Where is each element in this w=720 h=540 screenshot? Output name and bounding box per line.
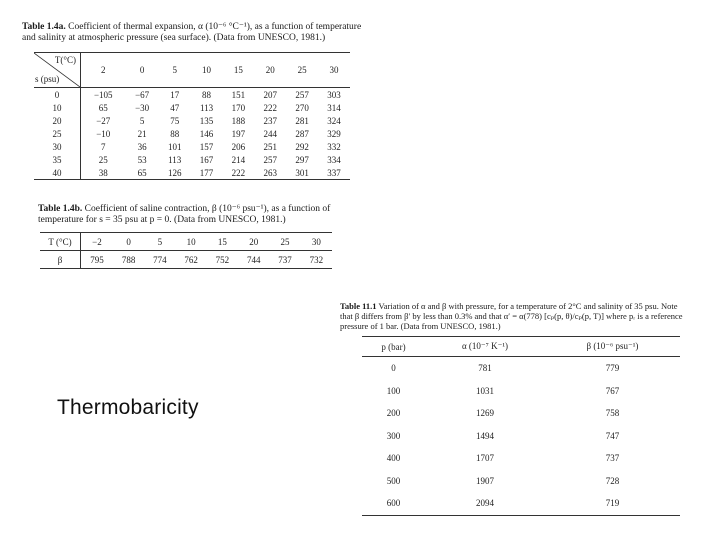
table-row xyxy=(34,153,350,166)
table-cell: 257 xyxy=(295,89,309,100)
row-header: 0 xyxy=(34,88,81,102)
table-cell: 197 xyxy=(231,128,246,139)
table-cell: 30 xyxy=(311,236,321,247)
row-header: 10 xyxy=(34,101,81,114)
table-cell: 36 xyxy=(137,141,147,152)
table-cell: 774 xyxy=(153,254,167,265)
table-cell: 752 xyxy=(215,254,230,265)
table-cell: 732 xyxy=(309,254,324,265)
table-1-4a xyxy=(34,52,350,180)
table-cell: 17 xyxy=(170,89,180,100)
table-row xyxy=(362,380,680,403)
table-cell: 303 xyxy=(327,89,341,100)
table-cell: 113 xyxy=(199,102,214,113)
table-1-4b xyxy=(40,232,332,269)
table-cell: 781 xyxy=(478,363,492,374)
table-cell: 0 xyxy=(126,236,131,247)
table-cell: 88 xyxy=(202,89,212,100)
table-cell: 25 xyxy=(280,236,290,247)
table-cell: 75 xyxy=(170,115,180,126)
table-row xyxy=(362,402,680,425)
table-1-4a-corner-cell xyxy=(34,53,81,88)
table-cell: 15 xyxy=(217,236,227,247)
table-cell: 329 xyxy=(327,128,341,139)
table-cell: 1707 xyxy=(475,453,494,464)
table-cell: 5 xyxy=(157,236,163,247)
table-cell: 737 xyxy=(278,254,292,265)
slide-heading: Thermobaricity xyxy=(57,396,199,419)
table-cell: 10 xyxy=(186,236,196,247)
table-cell: 53 xyxy=(137,154,147,165)
table-cell: 65 xyxy=(98,102,108,113)
table-cell: 237 xyxy=(263,115,278,126)
table-1-4a-caption-text: Coefficient of thermal expansion, α (10⁻⁶ °C⁻¹), as a function of temperature and salinity at atmospheric pressure (sea surface). (Data from UNESCO, 1981.) xyxy=(22,22,362,43)
table-cell: 1494 xyxy=(475,430,494,441)
table-cell: −27 xyxy=(96,115,111,126)
table-cell: 146 xyxy=(199,128,214,139)
table-cell: 244 xyxy=(263,128,278,139)
table-cell: 177 xyxy=(191,166,223,180)
table-1-4b-caption-text: Coefficient of saline contraction, β (10⁻⁶ psu⁻¹), as a function of temperature for s = 35 psu at p = 0. (Data from UNESCO, 1981.) xyxy=(38,204,331,225)
table-cell: 337 xyxy=(318,166,350,180)
table-row xyxy=(34,140,350,153)
table-1-4b-beta-row xyxy=(40,251,332,269)
column-header: 2 xyxy=(101,65,106,75)
table-cell: 737 xyxy=(605,453,620,464)
column-header: 10 xyxy=(202,65,212,75)
table-row xyxy=(34,114,350,127)
table-cell: 332 xyxy=(327,141,341,152)
table-row xyxy=(362,492,680,515)
table-cell: 88 xyxy=(170,128,180,139)
table-cell: 188 xyxy=(231,115,246,126)
table-cell: 728 xyxy=(605,475,620,486)
table-cell: 47 xyxy=(170,102,180,113)
table-cell: 170 xyxy=(231,102,246,113)
column-header: p (bar) xyxy=(381,341,406,352)
column-header: 15 xyxy=(233,65,243,75)
table-cell: −67 xyxy=(135,89,150,100)
table-cell: 334 xyxy=(327,154,341,165)
table-1-4a-header-row xyxy=(34,53,350,88)
table-cell: 167 xyxy=(199,154,214,165)
table-cell: 1907 xyxy=(475,475,494,486)
table-row xyxy=(34,166,350,180)
table-1-4a-caption xyxy=(22,22,367,44)
column-header: 5 xyxy=(172,65,177,75)
table-cell: 100 xyxy=(386,385,401,396)
column-header: 0 xyxy=(139,65,145,75)
table-cell: 222 xyxy=(222,166,254,180)
table-cell: 400 xyxy=(386,453,401,464)
table-cell: 207 xyxy=(263,89,278,100)
table-cell: 314 xyxy=(327,102,341,113)
table-cell: 2094 xyxy=(425,492,545,515)
table-cell: 214 xyxy=(231,154,246,165)
table-11-1-label: Table 11.1 xyxy=(340,301,377,311)
table-1-4b-label: Table 1.4b. xyxy=(38,204,83,214)
table-cell: 200 xyxy=(386,408,401,419)
table-cell: 779 xyxy=(605,363,620,374)
table-cell: 758 xyxy=(605,408,620,419)
table-row xyxy=(362,425,680,448)
table-cell: 719 xyxy=(545,492,680,515)
table-cell: 1031 xyxy=(475,385,494,396)
row-header: 40 xyxy=(34,166,81,180)
table-cell: 1269 xyxy=(475,408,494,419)
table-cell: 151 xyxy=(231,89,246,100)
column-axis-label: T(°C) xyxy=(54,55,76,65)
row-header: 30 xyxy=(34,140,81,153)
table-cell: 113 xyxy=(168,154,182,165)
table-1-4b-row-label: T (°C) xyxy=(40,233,81,251)
table-row xyxy=(362,470,680,493)
table-cell: −30 xyxy=(135,102,150,113)
table-cell: 301 xyxy=(286,166,318,180)
column-header: 30 xyxy=(329,65,339,75)
table-cell: 300 xyxy=(386,430,401,441)
table-cell: 287 xyxy=(295,128,309,139)
column-header: 20 xyxy=(265,65,275,75)
table-11-1-header-row xyxy=(362,337,680,357)
table-cell: 38 xyxy=(81,166,126,180)
table-cell: 101 xyxy=(167,141,182,152)
table-cell: 126 xyxy=(159,166,191,180)
column-header: α (10⁻⁷ K⁻¹) xyxy=(461,341,509,351)
table-cell: 500 xyxy=(386,475,401,486)
table-cell: −2 xyxy=(92,236,102,247)
table-11-1-caption-text: Variation of α and β with pressure, for a temperature of 2°C and salinity of 35 psu. Note that β differs from β′ by less than 0.3% and that α′ = α(778) [cₚ(p, θ)/cₚ(p, T)] where pᵣ is a reference pressure of 1 bar. (Data from UNESCO, 1981.) xyxy=(340,301,683,331)
table-1-4b-temperature-row xyxy=(40,233,332,251)
table-cell: 25 xyxy=(98,154,108,165)
table-cell: 7 xyxy=(101,141,106,152)
table-cell: 157 xyxy=(199,141,214,152)
row-axis-label: s (psu) xyxy=(35,74,60,84)
table-row xyxy=(362,357,680,380)
table-1-4b-row-label: β xyxy=(40,251,81,269)
table-11-1-caption xyxy=(340,301,685,331)
table-11-1-body xyxy=(362,357,680,516)
table-cell: 767 xyxy=(605,385,620,396)
table-1-4a-label: Table 1.4a. xyxy=(22,22,66,32)
table-cell: 281 xyxy=(295,115,309,126)
table-row xyxy=(34,101,350,114)
table-cell: 0 xyxy=(391,363,396,374)
table-row xyxy=(362,447,680,470)
table-cell: 600 xyxy=(362,492,425,515)
table-cell: 297 xyxy=(295,154,309,165)
table-cell: 135 xyxy=(199,115,214,126)
table-cell: 21 xyxy=(137,128,147,139)
table-cell: 206 xyxy=(231,141,246,152)
table-cell: −105 xyxy=(93,89,113,100)
row-header: 20 xyxy=(34,114,81,127)
table-row xyxy=(34,88,350,102)
row-header: 35 xyxy=(34,153,81,166)
table-cell: −10 xyxy=(96,128,111,139)
table-cell: 324 xyxy=(327,115,341,126)
column-header: β (10⁻⁶ psu⁻¹) xyxy=(586,341,639,351)
table-1-4a-body xyxy=(34,88,350,180)
table-cell: 251 xyxy=(263,141,278,152)
table-cell: 65 xyxy=(126,166,159,180)
table-cell: 795 xyxy=(90,254,104,265)
table-row xyxy=(34,127,350,140)
table-cell: 5 xyxy=(139,115,145,126)
table-11-1 xyxy=(362,336,680,516)
row-header: 25 xyxy=(34,127,81,140)
table-cell: 270 xyxy=(295,102,309,113)
table-cell: 257 xyxy=(263,154,278,165)
table-cell: 762 xyxy=(184,254,198,265)
table-cell: 292 xyxy=(295,141,309,152)
table-1-4b-caption xyxy=(38,204,358,226)
table-cell: 20 xyxy=(249,236,259,247)
table-cell: 222 xyxy=(263,102,278,113)
column-header: 25 xyxy=(297,65,307,75)
table-cell: 263 xyxy=(254,166,286,180)
table-cell: 744 xyxy=(246,254,261,265)
table-cell: 747 xyxy=(605,430,620,441)
table-cell: 788 xyxy=(121,254,136,265)
